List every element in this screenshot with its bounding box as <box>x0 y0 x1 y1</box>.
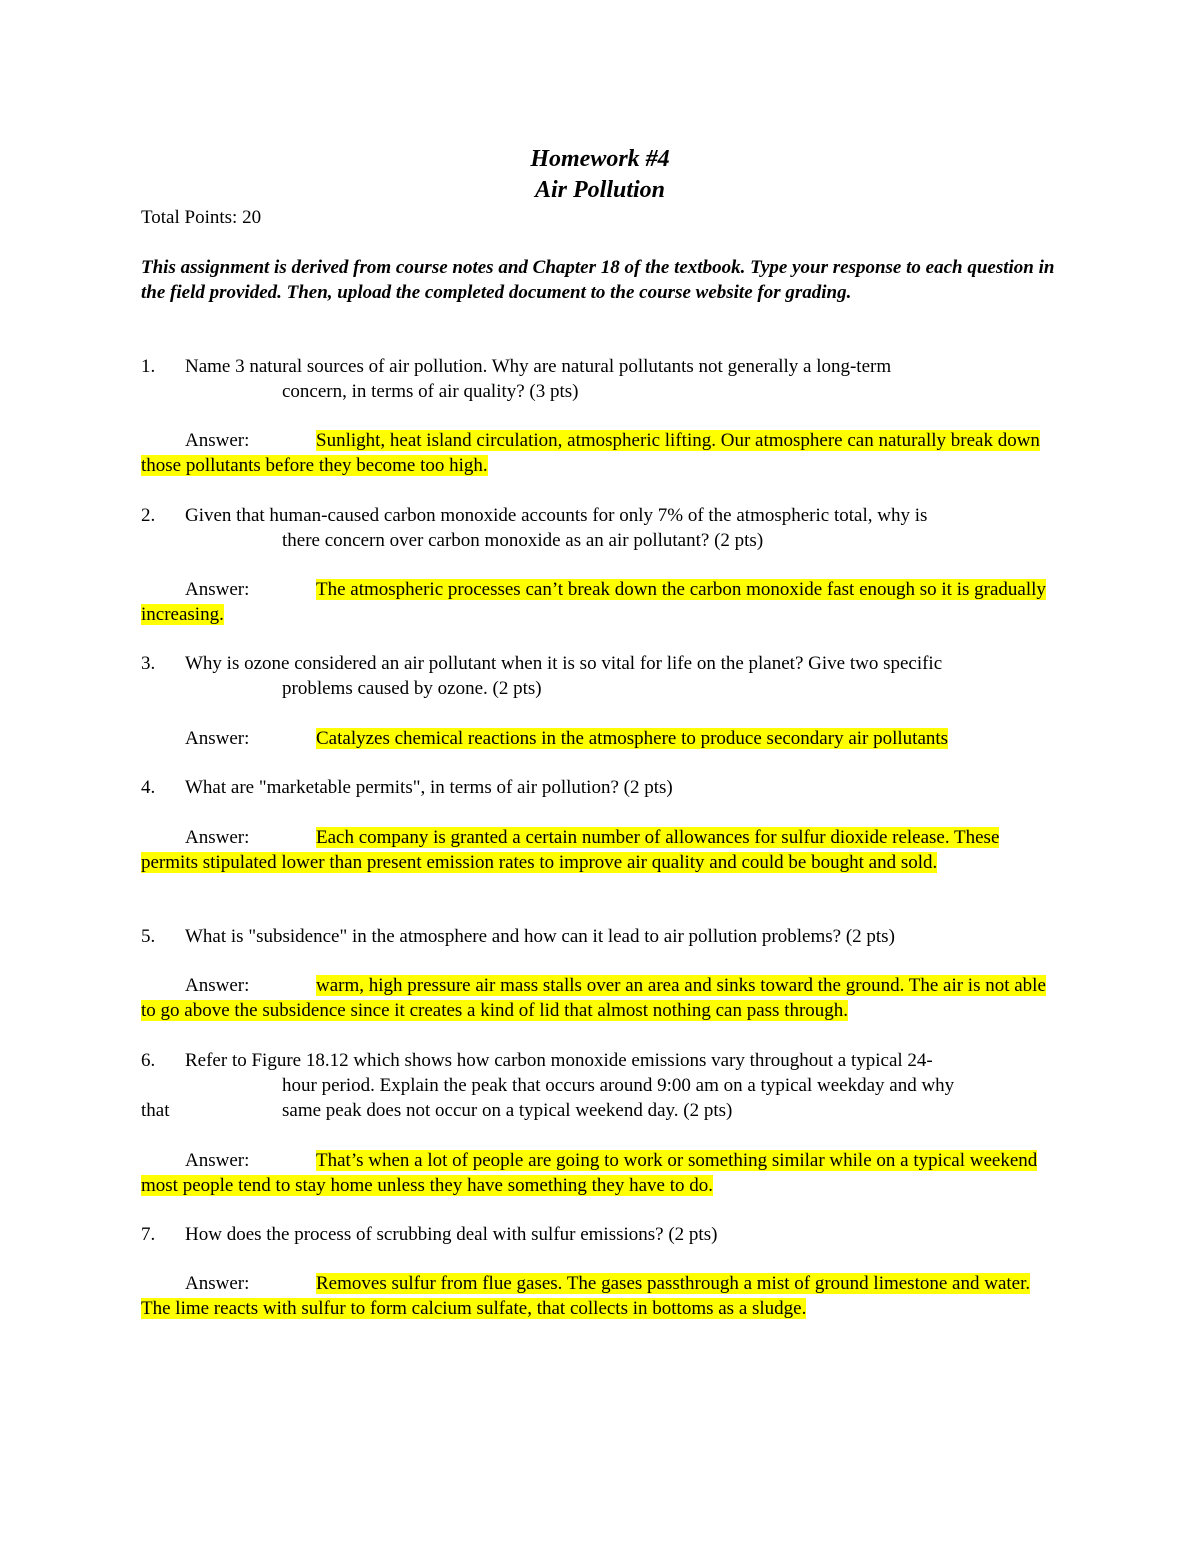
question-number: 7. <box>141 1224 156 1245</box>
answer-text[interactable]: Catalyzes chemical reactions in the atmosphere to produce secondary air pollutants <box>316 728 949 749</box>
question-number: 1. <box>141 356 156 377</box>
document-title: Homework #4 <box>530 146 670 172</box>
question-text-continued: there concern over carbon monoxide as an air pollutant? (2 pts) <box>282 530 764 551</box>
instructions: This assignment is derived from course notes and Chapter 18 of the textbook. Type your response to each question in the field provided. Then, upload the completed document to the course website for grading. <box>141 257 1055 303</box>
answer-4 <box>141 825 1061 875</box>
question-number: 2. <box>141 505 156 526</box>
question-text-continued: hour period. Explain the peak that occurs around 9:00 am on a typical weekday and why <box>282 1075 955 1096</box>
question-text-continued: problems caused by ozone. (2 pts) <box>282 678 542 699</box>
answer-5 <box>141 973 1061 1023</box>
answer-text[interactable]: The atmospheric processes can’t break down the carbon monoxide fast enough so it is gradually increasing. <box>141 579 1046 625</box>
answer-label: Answer: <box>185 430 250 451</box>
question-text: What is "subsidence" in the atmosphere and how can it lead to air pollution problems? (2 pts) <box>185 926 895 947</box>
question-text: What are "marketable permits", in terms of air pollution? (2 pts) <box>185 777 673 798</box>
answer-label: Answer: <box>185 1150 250 1171</box>
answer-1 <box>141 428 1061 478</box>
answer-2 <box>141 577 1061 627</box>
answer-label: Answer: <box>185 975 250 996</box>
answer-label: Answer: <box>185 1273 250 1294</box>
question-number: 4. <box>141 777 156 798</box>
answer-text[interactable]: warm, high pressure air mass stalls over an area and sinks toward the ground. The air is not able to go above the subsidence since it creates a kind of lid that almost nothing can pass through. <box>141 975 1046 1021</box>
question-text: Given that human-caused carbon monoxide accounts for only 7% of the atmospheric total, why is <box>185 505 928 526</box>
question-text: Name 3 natural sources of air pollution. Why are natural pollutants not generally a long-term <box>185 356 892 377</box>
answer-label: Answer: <box>185 728 250 749</box>
answer-text[interactable]: Sunlight, heat island circulation, atmospheric lifting. Our atmosphere can naturally break down those pollutants before they become too high. <box>141 430 1040 476</box>
answer-label: Answer: <box>185 579 250 600</box>
answer-6 <box>141 1148 1061 1198</box>
question-text: How does the process of scrubbing deal with sulfur emissions? (2 pts) <box>185 1224 718 1245</box>
answer-text[interactable]: Removes sulfur from flue gases. The gases passthrough a mist of ground limestone and water. The lime reacts with sulfur to form calcium sulfate, that collects in bottoms as a sludge. <box>141 1273 1031 1319</box>
question-number: 5. <box>141 926 156 947</box>
answer-7 <box>141 1271 1061 1321</box>
question-number: 3. <box>141 653 156 674</box>
question-text-prefix: that <box>141 1100 170 1121</box>
answer-label: Answer: <box>185 827 250 848</box>
answer-3 <box>141 726 1061 751</box>
answer-text[interactable]: That’s when a lot of people are going to work or something similar while on a typical weekend most people tend to stay home unless they have something they have to do. <box>141 1150 1038 1196</box>
total-points: Total Points: 20 <box>141 207 262 228</box>
document-subtitle: Air Pollution <box>534 177 666 203</box>
question-text-continued: concern, in terms of air quality? (3 pts) <box>282 381 579 402</box>
question-number: 6. <box>141 1050 156 1071</box>
answer-text[interactable]: Each company is granted a certain number of allowances for sulfur dioxide release. These permits stipulated lower than present emission rates to improve air quality and could be bought and sold. <box>141 827 1000 873</box>
question-text: Why is ozone considered an air pollutant when it is so vital for life on the planet? Give two specific <box>185 653 943 674</box>
question-text-continued: same peak does not occur on a typical weekend day. (2 pts) <box>282 1100 733 1121</box>
question-text: Refer to Figure 18.12 which shows how carbon monoxide emissions vary throughout a typical 24- <box>185 1050 933 1071</box>
